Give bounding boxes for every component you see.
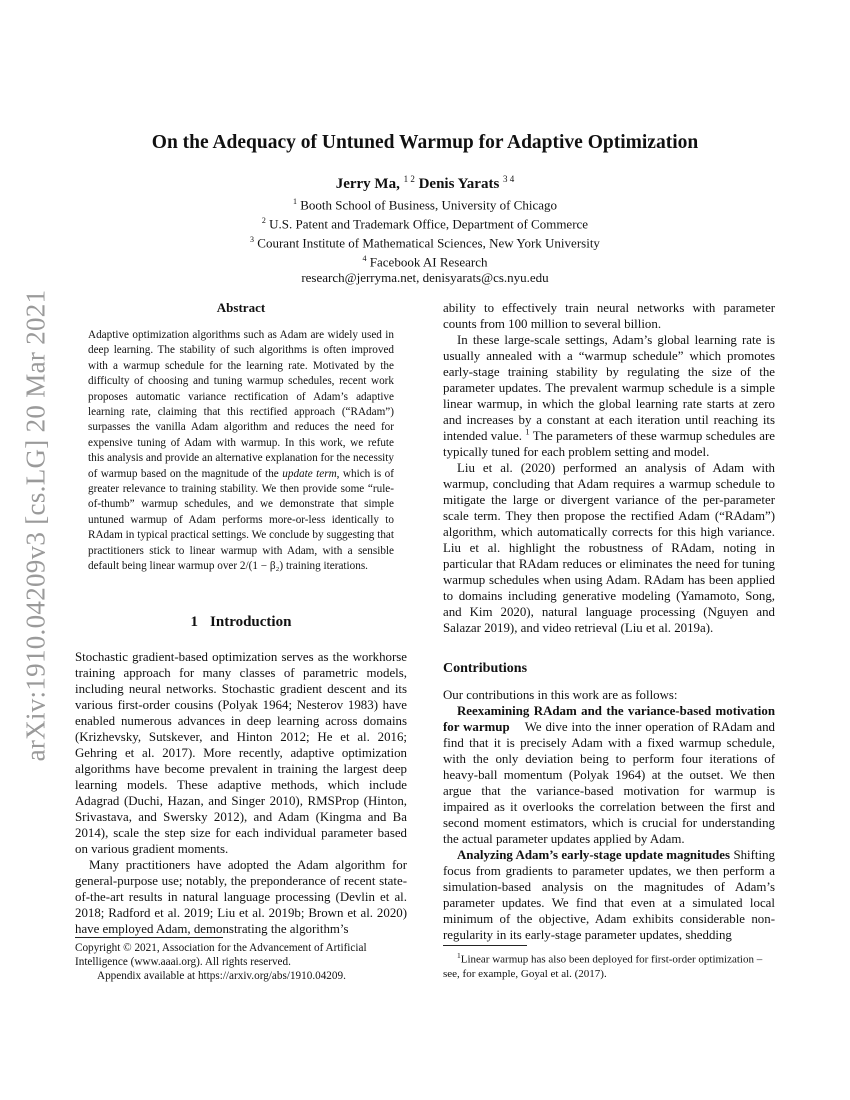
abstract-emphasis: update term xyxy=(282,467,337,480)
arxiv-sidebar xyxy=(14,290,58,760)
affiliation-mark: 3 xyxy=(250,234,255,244)
paragraph-text: In these large-scale settings, Adam’s global learning rate is usually annealed with a “warmup schedule” which promotes early-stage training stability by regulating the size of the parameter updates. The prevalent warmup schedule is a simple linear warmup, in which the global learning rate starts at zero and increases by a constant at each iteration until reaching its intended value. xyxy=(443,333,775,443)
contribution-text: Shifting focus from gradients to parameter updates, we then perform a simulation-based analysis on the magnitudes of Adam’s parameter updates. We find that even at a simulated local minimum of the objective, Adam exhibits considerable non-regularity in its early-stage parameter updates, shedding xyxy=(443,848,775,942)
paragraph: Liu et al. (2020) performed an analysis of Adam with warmup, concluding that Adam requires a warmup schedule to mitigate the large or divergent variance of the per-parameter scale term. They then propose the rectified Adam (“RAdam”) algorithm, which automatically corrects for this high variance. Liu et al. highlight the robustness of RAdam, noting in particular that RAdam reduces or eliminates the need for tuning warmup schedules when using Adam. RAdam has been applied to domains including generative modeling (Yamamoto, Song, and Kim 2020), natural language processing (Nguyen and Salazar 2019), and video retrieval (Liu et al. 2019a). xyxy=(443,461,775,635)
author-2-name: Denis Yarats xyxy=(418,176,500,192)
author-2-marks: 3 4 xyxy=(503,174,515,184)
author-line xyxy=(75,174,775,193)
footnote-rule xyxy=(443,945,527,946)
section-heading-introduction xyxy=(75,614,407,631)
footnote-1 xyxy=(443,945,775,981)
contribution-item xyxy=(443,703,775,847)
footnote-mark: 1 xyxy=(457,951,461,960)
right-column-body xyxy=(443,300,775,636)
copyright-footnote xyxy=(75,937,407,983)
contribution-lead: Reexamining RAdam and the variance-based motivation for warmup xyxy=(443,704,775,734)
affiliation-text: U.S. Patent and Trademark Office, Department of Commerce xyxy=(269,216,589,232)
contribution-text: We dive into the inner operation of RAdam and find that it is precisely Adam with a fixed warmup schedule, with the only deviation being to perform four iterations of heavy-ball momentum (Polyak 1964) at the outset. We then argue that the variance-based motivation for warmup is impaired as it overlooks the correlation between the first and second moment estimators, which is crucial for understanding the actual parameter updates applied by Adam. xyxy=(443,720,775,846)
contribution-item xyxy=(443,847,775,943)
affiliation-mark: 1 xyxy=(293,197,297,206)
author-1-name: Jerry Ma, xyxy=(335,176,400,192)
abstract-heading: Abstract xyxy=(216,300,266,315)
paragraph xyxy=(443,332,775,460)
affiliation-text: Facebook AI Research xyxy=(369,254,488,270)
author-emails: research@jerryma.net, denisyarats@cs.nyu.edu xyxy=(301,269,549,285)
copyright-text: Copyright © 2021, Association for the Advancement of Artificial Intelligence (www.aaai.org). All rights reserved. xyxy=(75,942,367,968)
footnote-body: Linear warmup has also been deployed for first-order optimization – see, for example, Goyal et al. (2017). xyxy=(443,953,763,980)
paragraph: ability to effectively train neural networks with parameter counts from 100 million to several billion. xyxy=(443,301,775,331)
footnote-reference[interactable]: 1 xyxy=(525,426,530,437)
affiliation-text: Courant Institute of Mathematical Sciences, New York University xyxy=(257,235,600,251)
paragraph: Stochastic gradient-based optimization serves as the workhorse training approach for many classes of parametric models, including neural networks. Stochastic gradient descent and its various first-order cousins (Polyak 1964; Nesterov 1983) have enabled numerous advances in deep learning across domains (Krizhevsky, Sutskever, and Hinton 2012; He et al. 2016; Gehring et al. 2017). More recently, adaptive optimization algorithms have become prevalent in training the largest deep learning models. These adaptive methods, which include Adagrad (Duchi, Hazan, and Singer 2010), RMSProp (Hinton, Srivastava, and Swersky 2012), and Adam (Kingma and Ba 2014), scale the step size for each individual parameter based on various gradient moments. xyxy=(75,650,407,856)
affiliation-text: Booth School of Business, University of Chicago xyxy=(300,197,557,213)
contributions-body xyxy=(443,687,775,943)
abstract-body xyxy=(88,328,394,575)
arxiv-identifier: arXiv:1910.04209v3 [cs.LG] 20 Mar 2021 xyxy=(20,289,51,761)
contributions-intro: Our contributions in this work are as follows: xyxy=(443,688,678,702)
footnote-rule xyxy=(75,937,223,938)
left-column-body xyxy=(75,649,407,937)
contributions-heading: Contributions xyxy=(443,661,528,676)
section-number: 1 xyxy=(190,614,199,630)
footnote-text xyxy=(443,949,775,981)
abstract-text: , which is of greater relevance to training stability. We then provide some “rule-of-thumb” warmup schedules, and we demonstrate that simple untuned warmup of Adam performs more-or-less identically to RAdam in typical practical settings. We conclude by suggesting that practitioners stick to linear warmup with Adam, with a sensible default being linear warmup over 2/(1 − β₂) training iterations. xyxy=(88,467,394,573)
paper-title: On the Adequacy of Untuned Warmup for Adaptive Optimization xyxy=(151,132,699,153)
abstract-text: Adaptive optimization algorithms such as Adam are widely used in deep learning. The stability of such algorithms is often improved with a warmup schedule for the learning rate. Motivated by the difficulty of choosing and tuning warmup schedules, recent work proposes automatic variance rectification of Adam’s adaptive learning rate, claiming that this rectified approach (“RAdam”) surpasses the vanilla Adam algorithm and reduces the need for expensive tuning of Adam with warmup. In this work, we refute this analysis and provide an alternative explanation for the necessity of warmup based on the magnitude of the xyxy=(88,329,394,480)
paragraph-text: The parameters of these warmup schedules are typically tuned for each problem setting and model. xyxy=(443,429,775,459)
affiliations xyxy=(75,194,775,285)
appendix-note: Appendix available at https://arxiv.org/abs/1910.04209. xyxy=(97,970,346,982)
contribution-lead: Analyzing Adam’s early-stage update magnitudes xyxy=(457,848,731,862)
affiliation-line xyxy=(75,213,775,232)
paragraph: Many practitioners have adopted the Adam algorithm for general-purpose use; notably, the preponderance of recent state-of-the-art results in natural language processing (Devlin et al. 2018; Radford et al. 2019; Liu et al. 2019b; Brown et al. 2020) have employed Adam, demonstrating the algorithm’s xyxy=(75,858,407,936)
affiliation-mark: 2 xyxy=(261,215,266,225)
affiliation-line xyxy=(75,232,775,251)
section-title: Introduction xyxy=(210,614,292,630)
affiliation-line xyxy=(75,251,775,270)
affiliation-line xyxy=(75,194,775,213)
affiliation-mark: 4 xyxy=(362,253,367,263)
author-1-marks: 1 2 xyxy=(403,174,415,184)
